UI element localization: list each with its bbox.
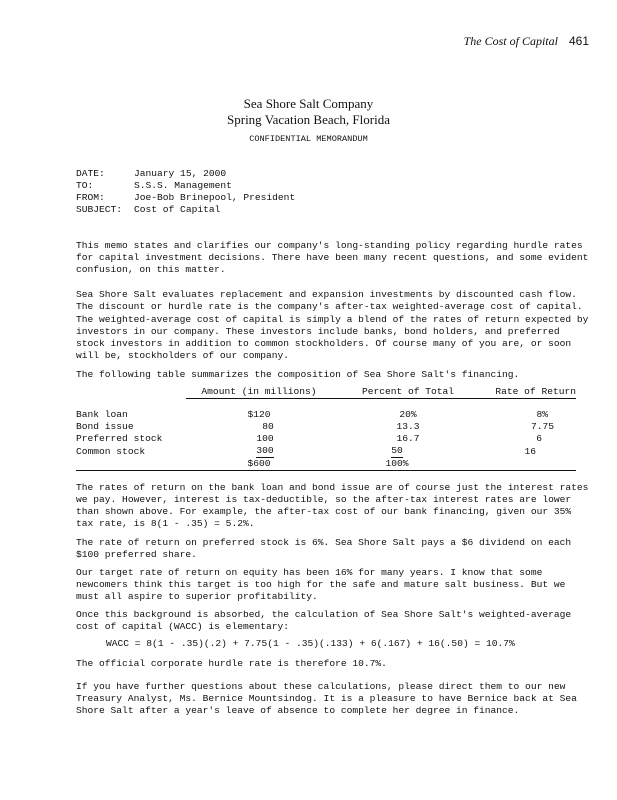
total-rate: [484, 458, 576, 471]
table-row: [76, 409, 576, 421]
table-row: [76, 433, 576, 445]
cell-amount: 100: [256, 433, 274, 444]
paragraph-table-intro: The following table summarizes the composition of Sea Shore Salt's financing.: [76, 369, 520, 380]
cell-percent: 16.7: [396, 433, 420, 444]
company-location: Spring Vacation Beach, Florida: [227, 112, 390, 127]
memo-header-row: [76, 168, 295, 180]
header-label: SUBJECT:: [76, 204, 123, 215]
total-amount: $600: [186, 458, 332, 471]
running-head-title: The Cost of Capital: [463, 34, 558, 48]
table-row: [76, 445, 576, 458]
cell-rate: 16: [524, 445, 536, 457]
cell-amount: 300: [256, 445, 274, 456]
column-header: Amount (in millions): [186, 386, 332, 399]
memo-header: [76, 168, 295, 216]
cell-source: Bank loan: [76, 409, 128, 420]
header-value: Joe-Bob Brinepool, President: [134, 192, 296, 203]
header-label: TO:: [76, 180, 94, 191]
paragraph-preferred: The rate of return on preferred stock is 6%. Sea Shore Salt pays a $6 dividend on each $100 preferred share.: [76, 537, 572, 560]
total-percent: 100%: [332, 458, 484, 471]
cell-rate: 6: [536, 433, 542, 444]
column-header: Percent of Total: [332, 386, 484, 399]
header-value: January 15, 2000: [134, 168, 227, 179]
column-header: [76, 386, 186, 399]
paragraph-wacc-intro: Once this background is absorbed, the calculation of Sea Shore Salt's weighted-average cost of capital (WACC) is elementary:: [76, 609, 572, 632]
company-name: Sea Shore Salt Company: [243, 96, 374, 111]
cell-rate: 8%: [536, 409, 548, 420]
column-header: Rate of Return: [484, 386, 576, 399]
paragraph-interest-rates: The rates of return on the bank loan and bond issue are of course just the interest rates we pay. However, interest is tax-deductible, so the after-tax interest rates are lower than shown above. For example, the after-tax cost of our bank financing, given our 35% tax rate, is 8(1 - .35) = 5.2%.: [76, 482, 589, 529]
paragraph-intro: This memo states and clarifies our company's long-standing policy regarding hurdle rates for capital investment decisions. There have been many recent questions, and some evident confusion, on this matter.: [76, 240, 589, 275]
cell-percent: 13.3: [396, 421, 420, 432]
header-value: Cost of Capital: [134, 204, 221, 215]
paragraph-hurdle-rate: The official corporate hurdle rate is therefore 10.7%.: [76, 658, 387, 669]
cell-rate: 7.75: [530, 421, 554, 432]
memo-header-row: [76, 204, 295, 216]
cell-source: Common stock: [76, 445, 146, 457]
cell-source: Bond issue: [76, 421, 134, 432]
header-label: FROM:: [76, 192, 105, 203]
total-label: [76, 458, 186, 471]
paragraph-wacc-definition: The weighted-average cost of capital is simply a blend of the rates of return expected by investors in our company. These investors include banks, bond holders, and preferred stock investors in addition to common stockholders. Of course many of you are, or soon will be, stockholders of our company.: [76, 314, 589, 361]
paragraph-equity: Our target rate of return on equity has been 16% for many years. I know that some newcomers think this target is too high for the safe and mature salt business. But we must all aspire to superior profitability.: [76, 567, 566, 602]
table-header-row: [76, 386, 576, 399]
memo-header-row: [76, 180, 295, 192]
financing-table: [76, 386, 576, 471]
wacc-formula: WACC = 8(1 - .35)(.2) + 7.75(1 - .35)(.133) + 6(.167) + 16(.50) = 10.7%: [106, 638, 515, 649]
header-label: DATE:: [76, 168, 105, 179]
memo-type: CONFIDENTIAL MEMORANDUM: [249, 134, 368, 144]
paragraph-evaluation: Sea Shore Salt evaluates replacement and expansion investments by discounted cash flow. The discount or hurdle rate is the company's after-tax weighted-average cost of capital.: [76, 289, 583, 312]
header-value: S.S.S. Management: [134, 180, 232, 191]
cell-percent: 50: [391, 445, 403, 456]
cell-amount: 80: [262, 421, 274, 432]
page-number: 461: [568, 34, 589, 48]
table-row: [76, 421, 576, 433]
cell-source: Preferred stock: [76, 433, 163, 444]
memo-header-row: [76, 192, 295, 204]
cell-amount: $120: [247, 409, 271, 420]
table-total-row: [76, 458, 576, 471]
paragraph-closing: If you have further questions about these calculations, please direct them to our new Treasury Analyst, Ms. Bernice Mountsindog. It is a pleasure to have Bernice back at Sea Shore Salt after a year's leave of absence to complete her degree in finance.: [76, 681, 577, 716]
cell-percent: 20%: [399, 409, 417, 420]
running-head: [464, 34, 589, 49]
